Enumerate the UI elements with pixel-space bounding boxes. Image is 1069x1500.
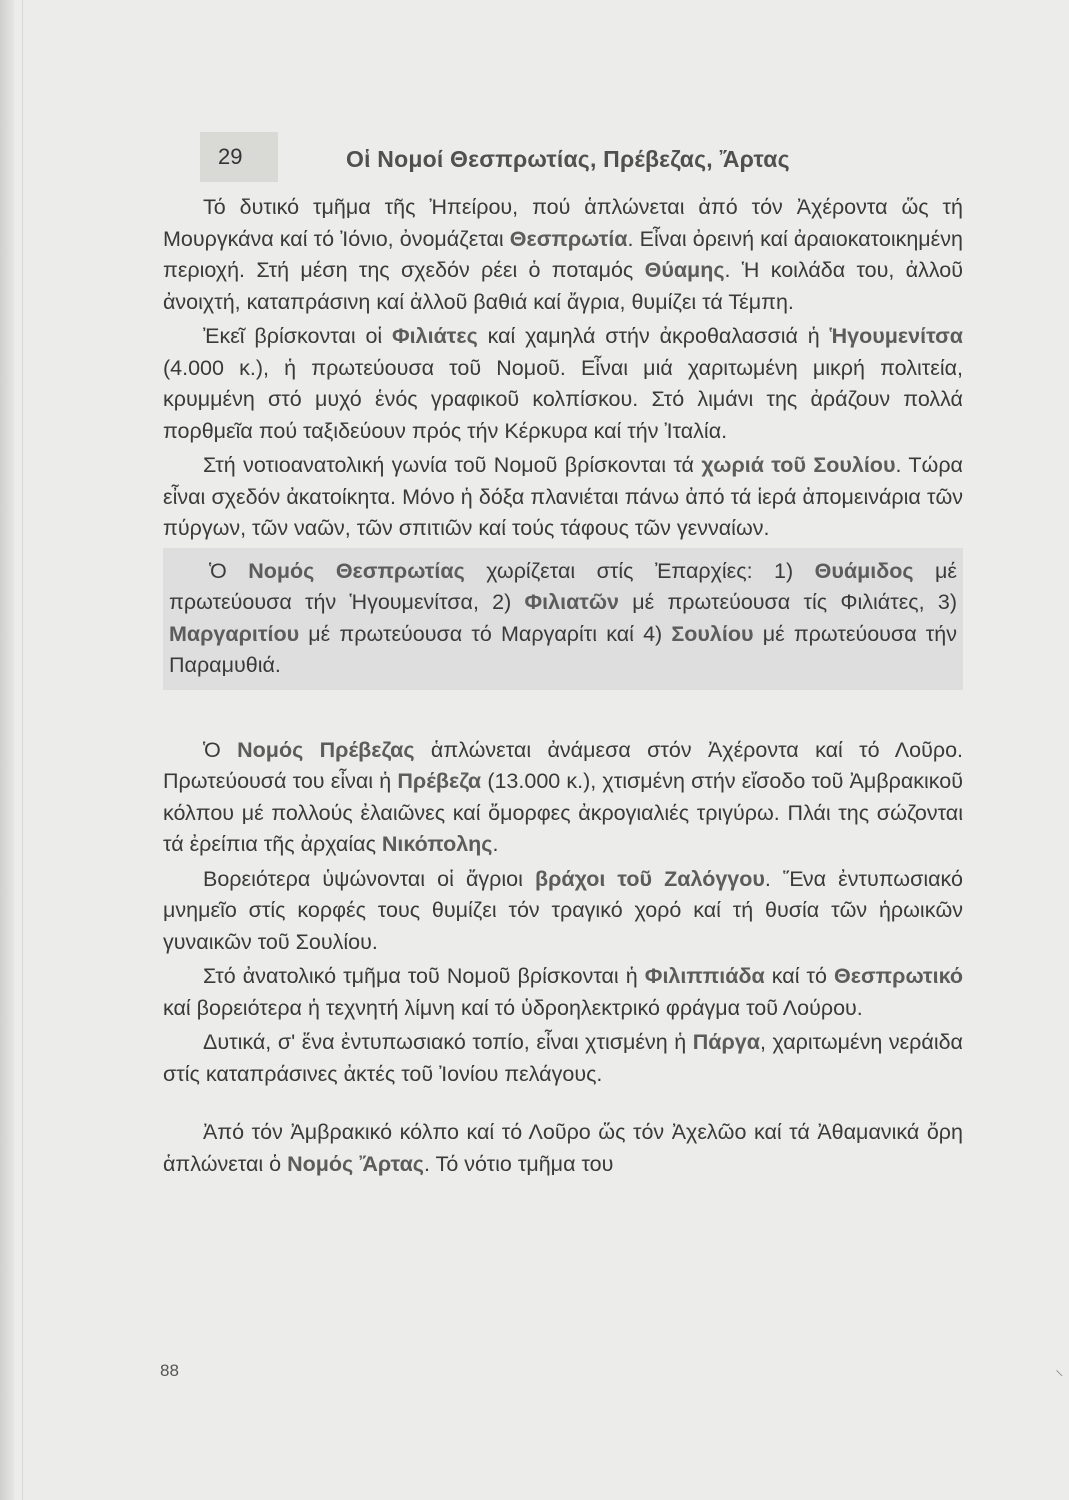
text-segment: . Τό νότιο τμῆμα του — [423, 1151, 614, 1176]
text-segment: Ἐκεῖ βρίσκονται οἱ — [203, 324, 393, 348]
paragraph — [163, 1027, 963, 1090]
chapter-number-box — [200, 132, 278, 182]
text-segment: καί τό — [764, 964, 835, 988]
highlighted-term: Νομός Θεσπρωτίας — [248, 558, 465, 583]
paragraph — [163, 961, 963, 1024]
highlighted-term: Νομός Ἄρτας — [287, 1151, 424, 1176]
highlighted-term: Φιλιατῶν — [524, 590, 619, 614]
paragraph — [163, 192, 963, 318]
chapter-header — [200, 132, 960, 184]
paragraph — [163, 450, 963, 545]
highlighted-term: χωριά τοῦ Σουλίου — [701, 453, 896, 477]
highlighted-term: Θυάμιδος — [814, 558, 914, 583]
paragraph — [163, 321, 963, 447]
text-segment: μέ πρωτεύουσα τό Μαργαρίτι καί 4) — [299, 621, 672, 646]
highlighted-term: Φιλιππιάδα — [644, 964, 765, 988]
text-segment: (13.000 κ.), χτισμένη στήν εἴσοδο τοῦ Ἀμβρακικοῦ κόλπου μέ πολλούς ἐλαιῶνες καί ὄμορφες ἀκρογιαλιές τριγύρω. Πλάι της σώζονται τά ἐρείπια τῆς ἀρχαίας — [163, 769, 964, 856]
highlighted-term: Φιλιάτες — [392, 324, 478, 348]
text-segment: Στό ἀνατολικό τμῆμα τοῦ Νομοῦ βρίσκονται ἡ — [203, 964, 645, 988]
highlighted-term: Νικόπολης — [381, 832, 493, 856]
text-segment: . Εἶναι ὀρεινή καί ἀραιοκατοικημένη περιοχή. Στή μέση της σχεδόν ρέει ὁ ποταμός — [163, 226, 963, 282]
text-segment: καί χαμηλά στήν ἀκροθαλασσιά ἡ — [477, 324, 830, 348]
text-segment: μέ πρωτεύουσα τήν Ἡγουμενίτσα, 2) — [169, 558, 957, 614]
text-segment: Ὁ — [209, 558, 249, 583]
text-segment: ἁπλώνεται ἀνάμεσα στόν Ἀχέροντα καί τό Λοῦρο. Πρωτεύουσά του εἶναι ἡ — [163, 737, 964, 793]
text-segment: . Ἡ κοιλάδα του, ἀλλοῦ ἀνοιχτή, καταπράσινη καί ἀλλοῦ βαθιά καί ἄγρια, θυμίζει τά Τέμπη. — [163, 258, 963, 314]
highlighted-term: Ἡγουμενίτσα — [829, 324, 963, 348]
page-edge — [0, 0, 14, 1500]
text-segment: . Ἕνα ἐντυπωσιακό μνημεῖο στίς κορφές τους θυμίζει τόν τραγικό χορό καί τή θυσία τῶν ἡρωικῶν γυναικῶν τοῦ Σουλίου. — [163, 866, 963, 954]
body-text — [163, 192, 963, 1183]
chapter-title: Οἱ Νομοί Θεσπρωτίας, Πρέβεζας, Ἄρτας — [346, 146, 790, 172]
highlighted-term: Νομός Πρέβεζας — [237, 737, 415, 762]
corner-mark — [1050, 1370, 1062, 1382]
text-segment: Βορειότερα ὑψώνονται οἱ ἄγριοι — [203, 866, 535, 891]
text-segment: Στή νοτιοανατολική γωνία τοῦ Νομοῦ βρίσκονται τά — [203, 453, 702, 477]
paragraph-gap — [163, 1093, 963, 1117]
page-number: 88 — [160, 1361, 179, 1380]
summary-paragraph — [163, 548, 963, 690]
text-segment: Ἀπό τόν Ἀμβρακικό κόλπο καί τό Λοῦρο ὥς τόν Ἀχελῶο καί τά Ἀθαμανικά ὄρη ἁπλώνεται ὁ — [163, 1120, 963, 1176]
text-segment: Δυτικά, σ' ἕνα ἐντυπωσιακό τοπίο, εἶναι χτισμένη ἡ — [203, 1030, 693, 1054]
text-segment: μέ πρωτεύουσα τήν Παραμυθιά. — [169, 621, 958, 677]
chapter-number: 29 — [218, 144, 243, 169]
text-segment: (4.000 κ.), ἡ πρωτεύουσα τοῦ Νομοῦ. Εἶναι μιά χαριτωμένη μικρή πολιτεία, κρυμμένη στό μυχό ἑνός γραφικοῦ κολπίσκου. Στό λιμάνι της ἀράζουν πολλά πορθμεῖα πού ταξιδεύουν πρός τήν Κέρκυρα καί τήν Ἰταλία. — [163, 355, 963, 443]
paragraph — [163, 1117, 963, 1180]
text-segment: . Τώρα εἶναι σχεδόν ἀκατοίκητα. Μόνο ἡ δόξα πλανιέται πάνω ἀπό τά ἱερά ἀπομεινάρια τῶν πύργων, τῶν ναῶν, τῶν σπιτιῶν καί τούς τάφους τῶν γενναίων. — [163, 453, 963, 540]
highlighted-term: Θεσπρωτικό — [834, 964, 963, 988]
highlighted-term: Πρέβεζα — [397, 769, 482, 793]
highlighted-term: Πάργα — [692, 1030, 760, 1054]
gutter-line — [22, 0, 23, 1500]
text-segment: . — [492, 832, 499, 856]
paragraph — [163, 735, 963, 861]
text-segment: χωρίζεται στίς Ἐπαρχίες: 1) — [464, 558, 815, 583]
highlighted-term: Μαργαριτίου — [169, 621, 300, 646]
highlighted-term: βράχοι τοῦ Ζαλόγγου — [535, 866, 765, 891]
text-segment: καί βορειότερα ἡ τεχνητή λίμνη καί τό ὑδροηλεκτρικό φράγμα τοῦ Λούρου. — [163, 995, 863, 1020]
highlighted-term: Θεσπρωτία — [509, 226, 628, 251]
paragraph — [163, 864, 963, 959]
text-segment: , χαριτωμένη νεράιδα στίς καταπράσινες ἀκτές τοῦ Ἰονίου πελάγους. — [163, 1030, 963, 1086]
highlighted-term: Σουλίου — [671, 621, 754, 646]
text-segment: Ὁ — [203, 737, 238, 762]
paragraph-gap — [163, 693, 963, 735]
text-segment: Τό δυτικό τμῆμα τῆς Ἠπείρου, πού ἁπλώνεται ἀπό τόν Ἀχέροντα ὥς τή Μουργκάνα καί τό Ἰόνιο, ὀνομάζεται — [163, 195, 963, 251]
highlighted-term: Θύαμης — [644, 258, 725, 282]
text-segment: μέ πρωτεύουσα τίς Φιλιάτες, 3) — [619, 590, 957, 614]
